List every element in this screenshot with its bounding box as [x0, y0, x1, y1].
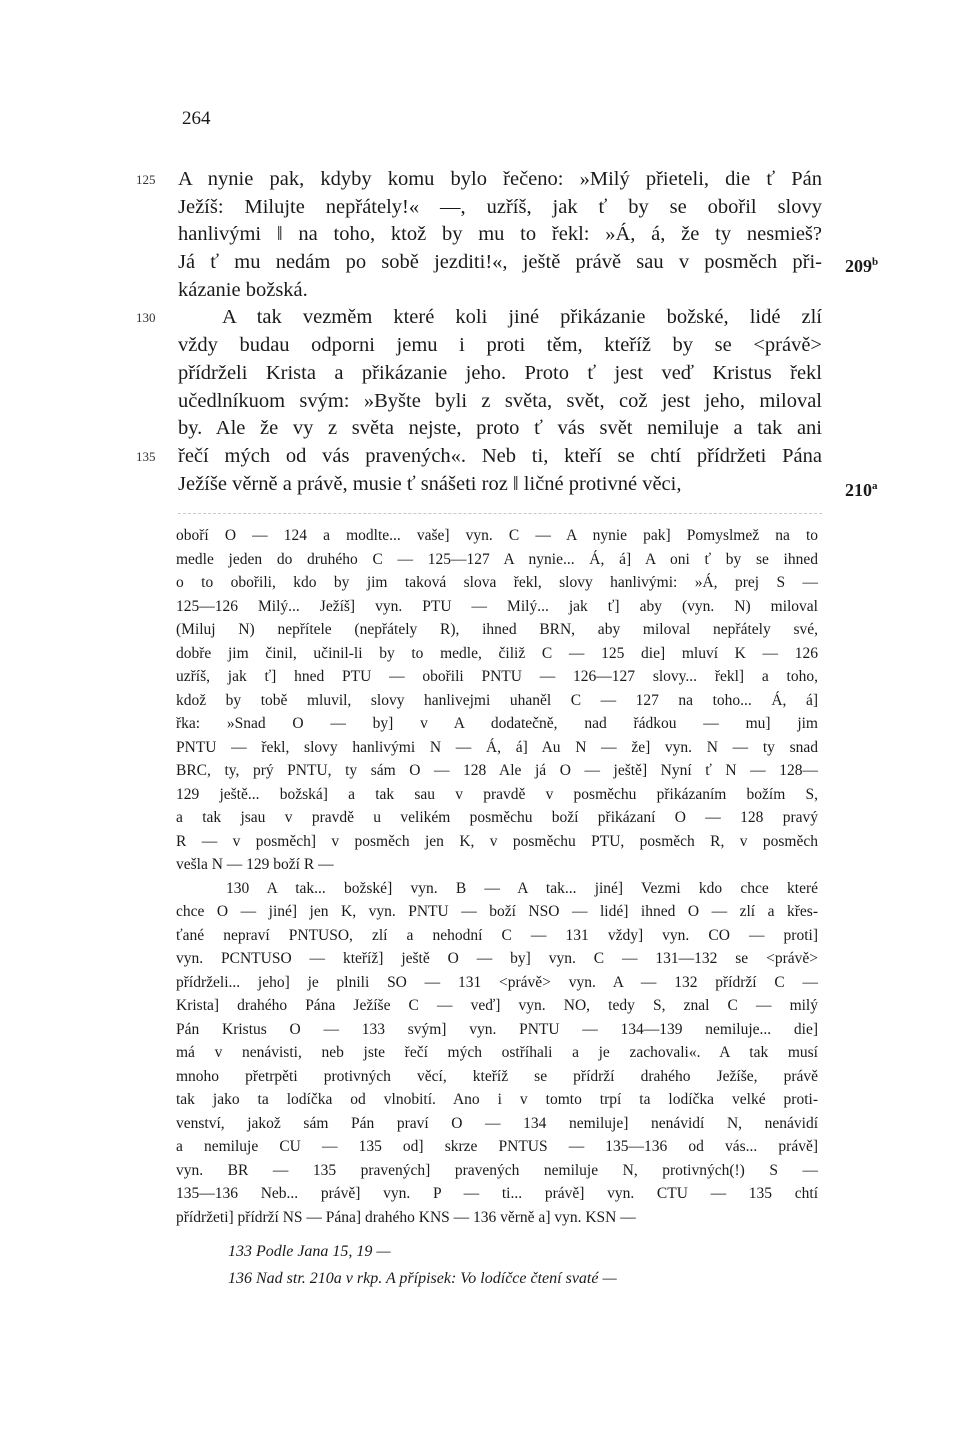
apparatus-line: R — v posměch] v posměch jen K, v posměchu PTU, posměch R, v posměch [176, 832, 818, 850]
text-line [178, 249, 822, 277]
line-number: 130 [136, 310, 156, 326]
apparatus-line: tak jako ta lodíčka od vlnobití. Ano i v tomto trpí ta lodíčka velké proti- [176, 1091, 818, 1108]
apparatus-line: kdož by tobě mluvil, slovy hanlivejmi uhaněl C — 127 na toho... Á, á] [176, 691, 818, 709]
apparatus-line: o to obořili, kdo by jim taková slova řekl, slovy hanlivými: »Á, prej S — [176, 574, 818, 591]
apparatus-line: vešla N — 129 boží R — [176, 856, 334, 873]
apparatus-line: venství, jakož sám Pán praví O — 134 nemiluje] nenávidí N, nenávidí [176, 1114, 818, 1132]
margin-ref-folio-209b: 209$^b$ [845, 256, 879, 276]
line-number: 125 [136, 172, 156, 187]
text-line [136, 304, 822, 332]
apparatus-line: oboří O — 124 a modlte... vaše] vyn. C — A nynie pak] Pomyslmež na to [176, 527, 818, 544]
footnote-line: 133 Podle Jana 15, 19 — [228, 1243, 391, 1260]
apparatus-line: BRC, ty, prý PNTU, ty sám O — 128 Ale já O — ještě] Nyní ť N — 128— [176, 762, 818, 779]
apparatus-line: Krista] drahého Pána Ježíše C — veď] vyn. NO, tedy S, znal C — milý [176, 997, 818, 1014]
apparatus-line: 135—136 Neb... právě] vyn. P — ti... právě] vyn. CTU — 135 chtí [176, 1185, 818, 1202]
text-line [178, 360, 822, 388]
line-text: Ježíše věrně a právě, musie ť snášeti roz ‖ ličné protivné věci, [178, 472, 682, 495]
apparatus-line: vyn. BR — 135 pravených] pravených nemiluje N, protivných(!) S — [176, 1161, 818, 1179]
apparatus-line: medle jeden do druhého C — 125—127 A nynie... Á, á] A oni ť by se ihned [176, 550, 818, 568]
main-text [136, 166, 822, 498]
apparatus-line: má v nenávisti, neb jste řečí mých ostříhali a je zachovali«. A tak musí [176, 1044, 818, 1061]
line-text: A nynie pak, kdyby komu bylo řečeno: »Milý přieteli, die ť Pán [178, 168, 822, 190]
apparatus-line: chce O — jiné] jen K, vyn. PNTU — boží NSO — lidé] ihned O — zlí a křes- [176, 903, 818, 920]
footnote-line: 136 Nad str. 210a v rkp. A přípisek: Vo lodíčce čtení svaté — [228, 1270, 617, 1287]
text-line [178, 221, 822, 249]
line-text: Ježíš: Milujte nepřátely!« —, uzříš, jak ť by se obořil slovy [178, 195, 822, 218]
text-line [136, 443, 822, 471]
line-text: Já ť mu nedám po sobě jezditi!«, ještě právě sau v posměch při- [178, 251, 822, 274]
text-line [136, 166, 822, 194]
apparatus-line: dobře jim činil, učinil-li by to medle, čiliž C — 125 die] mluví K — 126 [176, 644, 818, 662]
line-text: by. Ale že vy z světa nejste, proto ť vás svět nemiluje a tak ani [178, 417, 822, 440]
apparatus-line: a nemiluje CU — 135 od] skrze PNTUS — 135—136 od vás... právě] [176, 1138, 818, 1155]
text-line [178, 194, 822, 222]
line-text: A tak vezměm které koli jiné přikázanie božské, lidé zlí [222, 306, 822, 329]
line-text: kázanie božská. [178, 278, 308, 301]
text-line [178, 388, 822, 416]
apparatus-line: Pán Kristus O — 133 svým] vyn. PNTU — 134—139 nemiluje... die] [176, 1020, 818, 1038]
text-line [178, 277, 822, 305]
line-number: 135 [136, 448, 156, 464]
margin-ref-folio-210a: 210$^a$ [845, 480, 878, 500]
critical-apparatus [176, 524, 818, 1229]
apparatus-line: přídrželi... jeho] je plnili SO — 131 <právě> vyn. A — 132 přídrží C — [176, 973, 818, 991]
separator-rule [178, 513, 822, 514]
apparatus-line: mnoho přetrpěti protivných věcí, kteříž se přídrží drahého Ježíše, právě [176, 1067, 818, 1085]
text-line [178, 415, 822, 443]
text-line [178, 471, 822, 499]
line-text: vždy budau odporni jemu i proti těm, kteříž by se <právě> [178, 334, 822, 357]
apparatus-line: (Miluj N) nepřítele (nepřátely R), ihned BRN, aby miloval nepřátely své, [176, 621, 818, 638]
apparatus-line: 129 ještě... božská] a tak sau v pravdě v posměchu přikázaním božím S, [176, 785, 818, 803]
line-text: hanlivými ‖ na toho, ktož by mu to řekl: »Á, á, že ty nesmieš? [178, 223, 822, 246]
text-line [178, 332, 822, 360]
apparatus-line: řka: »Snad O — by] v A dodatečně, nad řádkou — mu] jim [176, 715, 818, 732]
page-number: 264 [182, 108, 211, 129]
line-text: přídrželi Krista a přikázanie jeho. Proto ť jest veď Kristus řekl [178, 361, 822, 384]
apparatus-line: 130 A tak... božské] vyn. B — A tak... jiné] Vezmi kdo chce které [226, 879, 818, 897]
line-text: učedlníkuom svým: »Byšte byli z světa, svět, což jest jeho, miloval [178, 389, 822, 412]
apparatus-line: PNTU — řekl, slovy hanlivými N — Á, á] Au N — že] vyn. N — ty snad [176, 738, 818, 756]
apparatus-line: 125—126 Milý... Ježíš] vyn. PTU — Milý... jak ť] aby (vyn. N) miloval [176, 597, 818, 615]
apparatus-line: uzříš, jak ť] hned PTU — obořili PNTU — 126—127 slovy... řekl] a toho, [176, 668, 818, 685]
apparatus-line: vyn. PCNTUSO — kteříž] ještě O — by] vyn. C — 131—132 se <právě> [176, 950, 818, 967]
apparatus-line: přídržeti] přídrží NS — Pána] drahého KNS — 136 věrně a] vyn. KSN — [176, 1208, 636, 1226]
apparatus-line: ťané nepraví PNTUSO, zlí a nehodní C — 131 vždy] vyn. CO — proti] [176, 926, 818, 944]
footnotes [228, 1238, 828, 1292]
line-text: řečí mých od vás pravených«. Neb ti, kteří se chtí přídržeti Pána [178, 444, 822, 467]
apparatus-line: a tak jsau v pravdě u velikém posměchu boží přikázaní O — 128 pravý [176, 809, 818, 826]
